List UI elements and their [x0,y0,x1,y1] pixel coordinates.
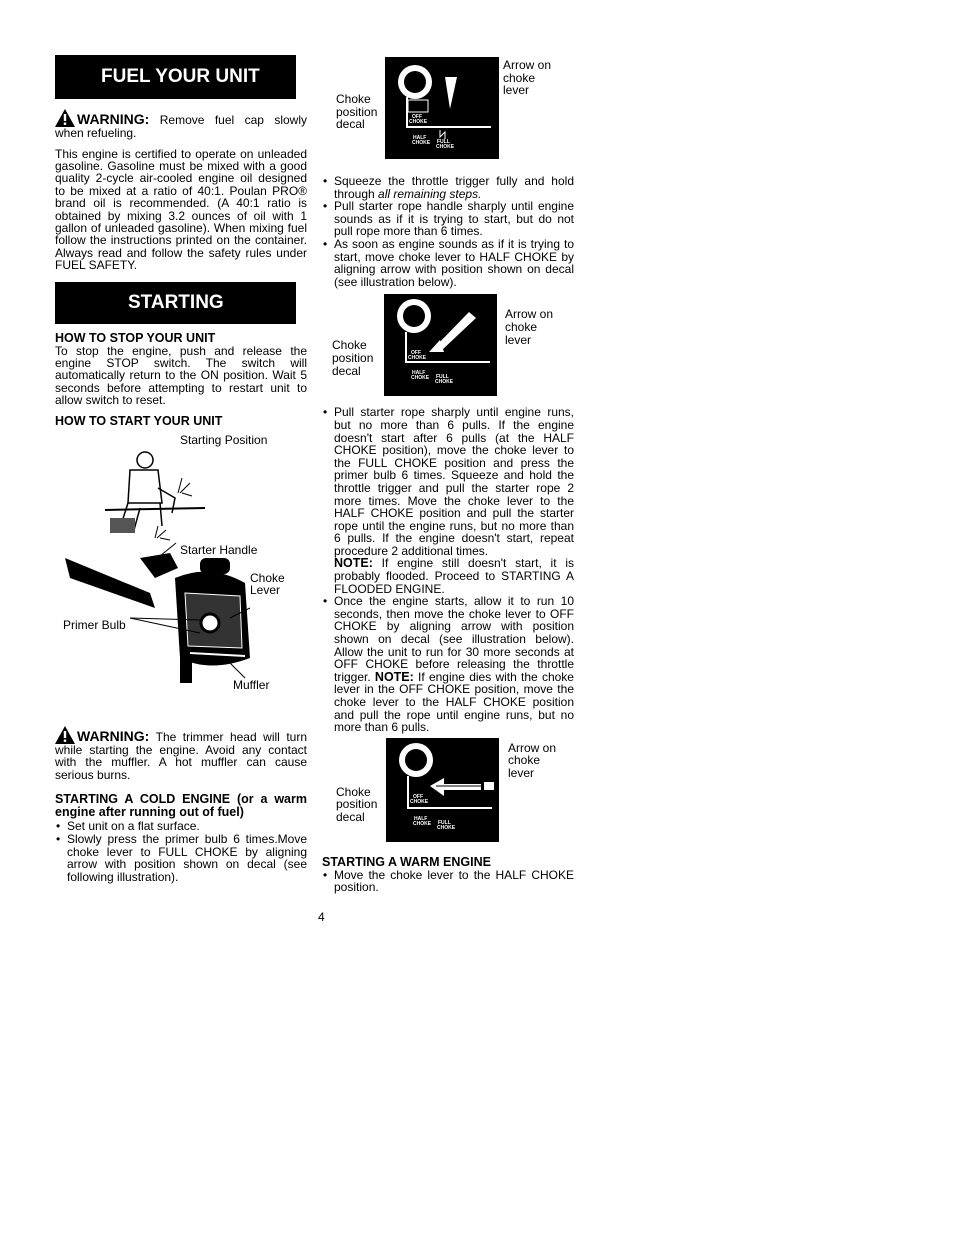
choke-position-decal-label: Choke position decal [336,92,378,132]
list-item: • As soon as engine sounds as if it is trying to start, move choke lever to HALF CHOKE by aligning arrow with position shown on decal (see illustration below). [322,238,574,288]
warning-text: Remove fuel cap slowly when refueling. [55,113,307,140]
warning-triangle-icon [55,109,75,127]
svg-text:FULL: FULL [438,819,451,826]
svg-text:CHOKE: CHOKE [437,824,456,831]
muffler-label: Muffler [233,677,270,692]
operator-figure-icon [100,448,210,548]
fuel-your-unit-heading: FUEL YOUR UNIT [55,55,296,99]
svg-text:CHOKE: CHOKE [412,140,431,146]
cold-engine-steps [55,820,307,883]
list-item [322,175,574,200]
warning-text: The trimmer head will turn while starting the engine. Avoid any contact with the muffler. A hot muffler can cause serious burns. [55,729,307,782]
svg-text:HALF: HALF [412,370,426,377]
svg-text:HALF: HALF [414,815,428,822]
primer-bulb-label: Primer Bulb [63,617,126,632]
list-item [322,406,574,595]
note-text: If engine still doesn't start, it is probably flooded. Proceed to STARTING A FLOODED ENGINE. [334,556,574,596]
choke-decal [384,294,497,396]
stop-unit-heading: HOW TO STOP YOUR UNIT [55,330,216,345]
note-text: If engine dies with the choke lever in the OFF CHOKE position, move the choke lever to the HALF CHOKE position and pull the rope until engine runs, but no more than 6 pulls. [334,669,574,735]
fuel-body-text: This engine is certified to operate on unleaded gasoline. Gasoline must be mixed with a good quality 2-cycle air-cooled engine oil designed to be mixed at a ratio of 40:1. Poulan PRO® brand oil is recommended. (A 40:1 ratio is obtained by mixing 3.2 ounces of oil with 1 gallon of unleaded gasoline). When mixing fuel follow the instructions printed on the container. Always read and follow the safety rules under FUEL SAFETY. [55,146,307,273]
cold-engine-heading: STARTING A COLD ENGINE (or a warm engine after running out of fuel) [55,792,307,820]
start-unit-heading: HOW TO START YOUR UNIT [55,413,223,428]
list-item: • Set unit on a flat surface. [55,820,307,833]
choke-decal-figure-full [322,55,574,163]
choke-position-decal-label: Choke position decal [332,338,374,378]
warm-engine-heading: STARTING A WARM ENGINE [322,854,491,869]
note-label: NOTE: [374,669,414,684]
list-item: • Move the choke lever to the HALF CHOKE position. [322,869,574,894]
left-column [55,55,307,883]
warm-engine-steps [322,869,574,894]
step-text: Once the engine starts, allow it to run 10 seconds, then move the choke lever to OFF CHOKE by aligning arrow with position shown on decal (see illustration below). Allow the unit to run for 30 more seconds at OFF CHOKE before releasing the throttle trigger. [334,594,574,684]
warning-label: WARNING: [77,111,150,127]
arrow-on-choke-lever-label: Arrow on choke lever [503,58,552,98]
starting-position-label: Starting Position [180,432,268,447]
choke-decal-icon [386,738,499,842]
svg-text:CHOKE: CHOKE [411,375,430,382]
svg-text:FULL: FULL [436,374,449,381]
svg-text:OFF: OFF [413,793,423,800]
step-text-italic: all remaining steps. [378,186,482,201]
step-text: Squeeze the throttle trigger fully and hold through [334,174,574,201]
note-label: NOTE: [334,556,373,571]
start-warning [55,726,307,782]
choke-decal-figure-off [322,738,574,844]
choke-decal-icon [385,57,499,159]
svg-text:CHOKE: CHOKE [436,144,455,150]
list-item: • Pull starter rope handle sharply until engine sounds as if it is trying to start, but do not pull rope more than 6 times. [322,200,574,238]
svg-text:CHOKE: CHOKE [408,355,427,362]
engine-illustration [60,538,300,688]
choke-lever-label: Choke Lever [250,570,285,598]
svg-text:HALF: HALF [413,135,427,141]
start-steps-2 [322,406,574,733]
choke-position-decal-label: Choke position decal [336,784,378,824]
svg-text:CHOKE: CHOKE [409,119,428,125]
starting-heading: STARTING [55,282,296,324]
warning-label: WARNING: [77,727,150,744]
arrow-on-choke-lever-label: Arrow on choke lever [505,307,554,347]
svg-text:OFF: OFF [412,114,422,120]
choke-decal-icon [384,294,497,396]
starter-handle-label: Starter Handle [180,542,258,557]
arrow-on-choke-lever-label: Arrow on choke lever [508,740,557,780]
choke-decal [386,738,499,842]
svg-text:FULL: FULL [437,139,450,145]
list-item [322,595,574,734]
fuel-warning [55,109,307,140]
start-steps-1 [322,175,574,288]
step-text: Pull starter rope sharply until engine runs, but no more than 6 pulls. If the engine doesn't start after 6 pulls (at the HALF CHOKE position), move the choke lever to the FULL CHOKE position and press the primer bulb 6 times. Squeeze and hold the throttle trigger and pull the starter rope 2 more times. Move the choke lever to the HALF CHOKE position and pull the starter rope until the engine runs, but no more than 6 pulls. If the engine doesn't start, repeat procedure 2 additional times. [334,405,574,558]
list-item: • Slowly press the primer bulb 6 times.Move choke lever to FULL CHOKE by aligning arrow with position shown on decal (see following illustration). [55,833,307,883]
page-number: 4 [318,910,325,924]
svg-text:CHOKE: CHOKE [435,379,454,386]
right-column [322,55,574,894]
starting-illustration [55,428,307,718]
choke-decal [385,57,499,159]
warning-triangle-icon [55,726,75,744]
stop-unit-text: To stop the engine, push and release the engine STOP switch. The switch will automatically return to the ON position. Wait 5 seconds before attempting to restart unit to allow switch to reset. [55,343,307,408]
svg-text:CHOKE: CHOKE [410,798,429,805]
svg-text:CHOKE: CHOKE [413,820,432,827]
svg-text:OFF: OFF [411,350,421,357]
choke-decal-figure-half [322,294,574,398]
